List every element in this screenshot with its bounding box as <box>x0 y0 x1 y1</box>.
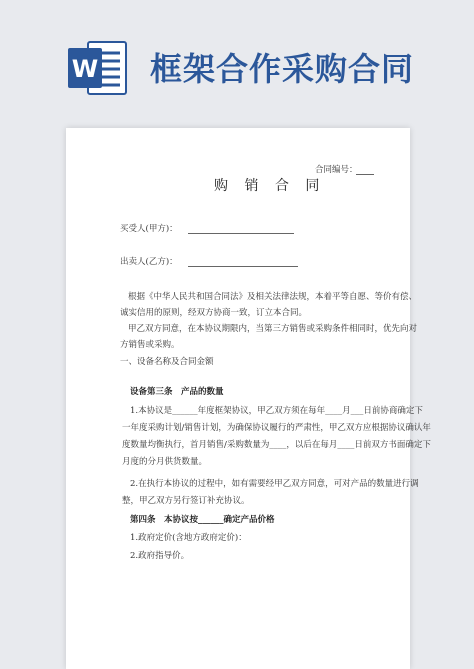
article-4-heading: 第四条 本协议按______确定产品价格 <box>130 515 275 525</box>
article-4-item: 2.政府指导价。 <box>130 551 190 561</box>
seller-label: 出卖人(乙方)： <box>120 257 178 267</box>
article-3-line: 一年度采购计划/销售计划，为确保协议履行的严肃性，甲乙双方应根据协议确认年 <box>122 423 431 433</box>
banner <box>0 0 474 120</box>
intro-line: 诚实信用的原则，经双方协商一致，订立本合同。 <box>120 308 308 318</box>
word-document-icon <box>66 40 128 96</box>
buyer-line <box>188 233 294 234</box>
article-4-item: 1.政府定价(含地方政府定价)： <box>130 533 247 543</box>
contract-number-line <box>356 174 374 175</box>
banner-title: 框架合作采购合同 <box>150 50 415 88</box>
intro-line: 方销售或采购。 <box>120 340 180 350</box>
word-icon-letter: W <box>71 55 99 83</box>
article-3-line: 1.本协议是______年度框架协议，甲乙双方须在每年____月___日前协商确定下 <box>130 406 423 416</box>
buyer-label: 买受人(甲方)： <box>120 224 178 234</box>
contract-title: 购 销 合 同 <box>214 178 326 194</box>
section-heading: 一、设备名称及合同金额 <box>120 357 214 367</box>
article-3-line: 整，甲乙双方另行签订补充协议。 <box>122 496 250 506</box>
article-3-line: 度数量均衡执行，首月销售/采购数量为____，以后在每月____日前双方书面确定下 <box>122 440 431 450</box>
intro-line: 根据《中华人民共和国合同法》及相关法律法规，本着平等自愿、等价有偿、 <box>128 292 418 302</box>
contract-page <box>66 128 431 669</box>
article-3-heading: 设备第三条 产品的数量 <box>130 387 224 397</box>
seller-line <box>188 266 298 267</box>
intro-line: 甲乙双方同意，在本协议期限内，当第三方销售或采购条件相同时，优先向对 <box>128 324 418 334</box>
article-3-line: 月度的分月供货数量。 <box>122 457 208 467</box>
article-3-line: 2.在执行本协议的过程中，如有需要经甲乙双方同意，可对产品的数量进行调 <box>130 479 419 489</box>
contract-number-label: 合同编号： <box>315 165 358 175</box>
